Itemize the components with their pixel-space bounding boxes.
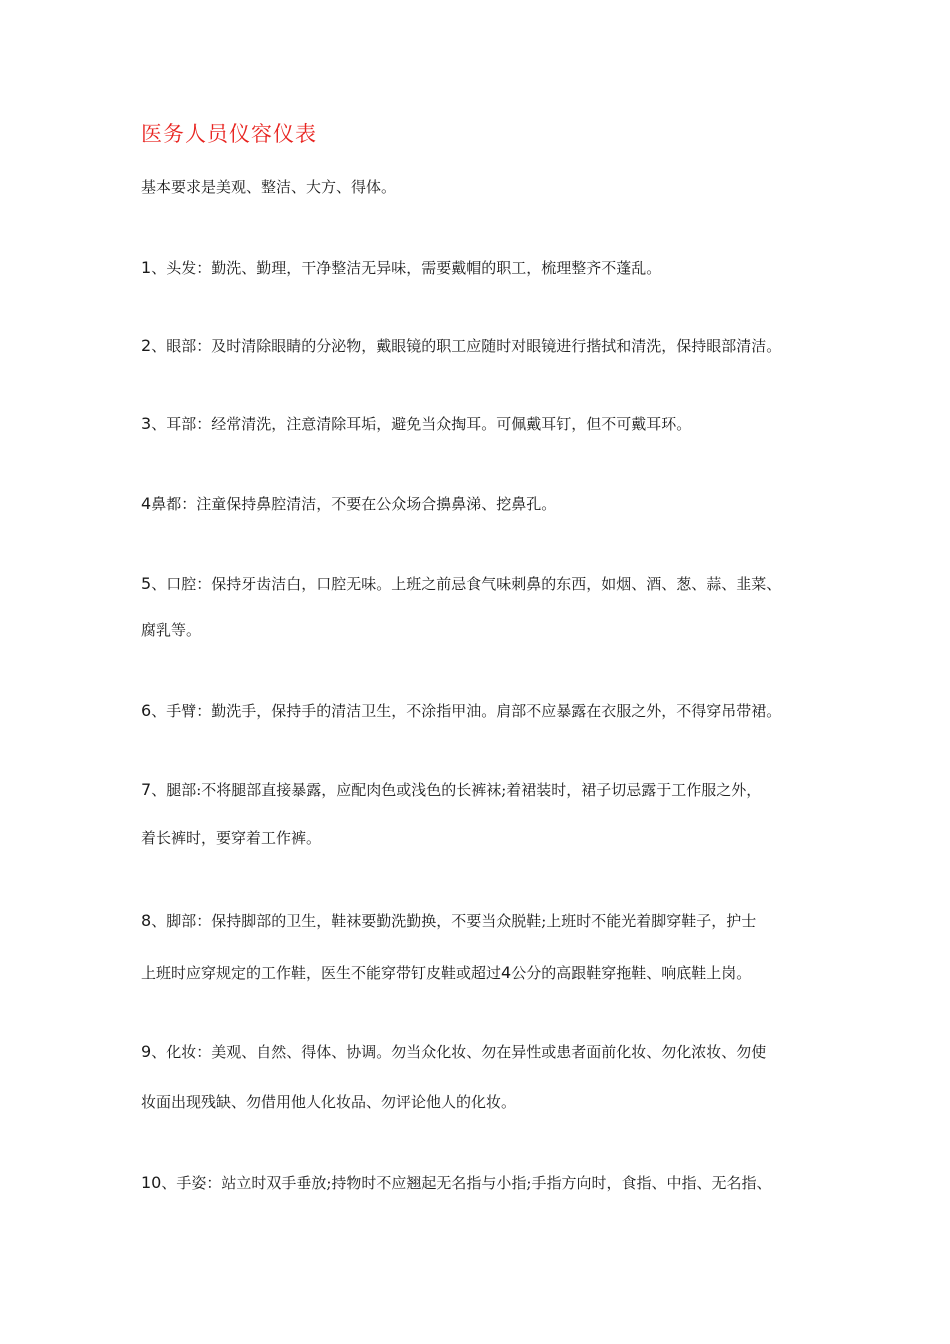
item-number: 6 <box>141 701 152 720</box>
item-text: 鼻都：注童保持鼻腔清洁，不要在公众场合擤鼻涕、挖鼻孔。 <box>151 495 557 513</box>
item-text: 、脚部：保持脚部的卫生，鞋袜要勤洗勤换，不要当众脱鞋;上班时不能光着脚穿鞋子，护士 <box>151 912 757 930</box>
item-text: 、头发：勤洗、勤理，干净整洁无异味，需要戴帽的职工，梳理整齐不蓬乱。 <box>151 259 662 277</box>
item-text: 、化妆：美观、自然、得体、协调。勿当众化妆、勿在异性或患者面前化妆、勿化浓妆、勿使 <box>151 1043 767 1061</box>
item-9 <box>141 1042 766 1062</box>
item-5 <box>141 574 781 594</box>
item-2 <box>141 336 781 356</box>
item-9-continuation: 妆面出现残缺、勿借用他人化妆品、勿评论他人的化妆。 <box>141 1093 517 1111</box>
item-text: 、耳部：经常清洗，注意清除耳垢，避免当众掏耳。可佩戴耳钉，但不可戴耳环。 <box>151 415 692 433</box>
item-text: 、口腔：保持牙齿洁白，口腔无味。上班之前忌食气味刺鼻的东西，如烟、酒、葱、蒜、韭菜、 <box>151 575 782 593</box>
item-8-continuation <box>141 963 751 983</box>
inline-number: 4 <box>501 963 512 982</box>
item-text: 公分的高跟鞋穿拖鞋、响底鞋上岗。 <box>511 964 752 982</box>
item-number: 10 <box>141 1173 162 1192</box>
item-text: 上班时应穿规定的工作鞋，医生不能穿带钉皮鞋或超过 <box>141 964 502 982</box>
item-text: 、眼部：及时清除眼睛的分泌物，戴眼镜的职工应随时对眼镜进行揩拭和清洗，保持眼部清洁。 <box>151 337 782 355</box>
intro-text: 基本要求是美观、整洁、大方、得体。 <box>141 178 397 196</box>
item-number: 2 <box>141 336 152 355</box>
item-number: 1 <box>141 258 152 277</box>
item-3 <box>141 414 691 434</box>
item-text: 、手臂：勤洗手，保持手的清洁卫生，不涂指甲油。肩部不应暴露在衣服之外，不得穿吊带裙。 <box>151 702 782 720</box>
item-7-continuation: 着长裤时，要穿着工作裤。 <box>141 829 322 847</box>
item-text: 、腿部:不将腿部直接暴露，应配肉色或浅色的长裤袜;着裙装时，裙子切忌露于工作服之外， <box>151 781 762 799</box>
item-8 <box>141 911 756 931</box>
item-1 <box>141 258 661 278</box>
item-number: 4 <box>141 494 152 513</box>
item-number: 3 <box>141 414 152 433</box>
item-text: 、手姿：站立时双手垂放;持物时不应翘起无名指与小指;手指方向时，食指、中指、无名指、 <box>161 1174 772 1192</box>
item-number: 7 <box>141 780 152 799</box>
item-number: 5 <box>141 574 152 593</box>
item-10 <box>141 1173 771 1193</box>
item-number: 8 <box>141 911 152 930</box>
item-5-continuation: 腐乳等。 <box>141 621 202 639</box>
item-4 <box>141 494 556 514</box>
item-7 <box>141 780 761 800</box>
document-title: 医务人员仪容仪表 <box>141 122 317 146</box>
item-6 <box>141 701 781 721</box>
item-number: 9 <box>141 1042 152 1061</box>
